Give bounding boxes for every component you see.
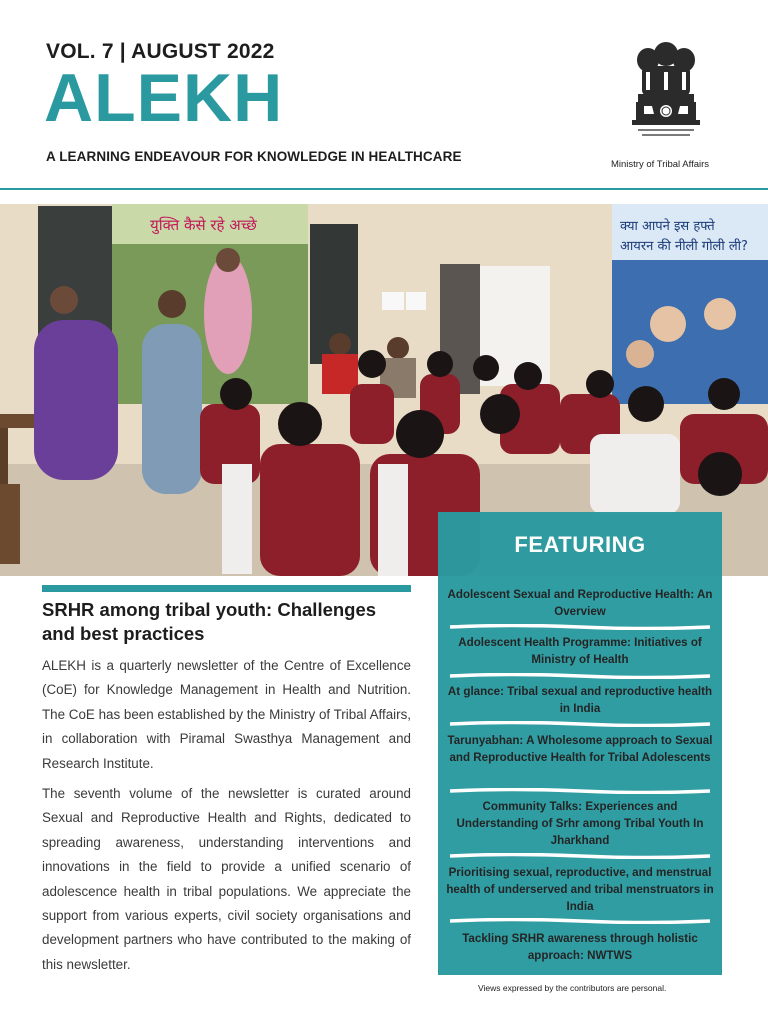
article-body <box>42 654 411 983</box>
featured-article-link[interactable]: Prioritising sexual, reproductive, and menstrual health of underserved and tribal menstruators in India <box>446 866 714 913</box>
poster-right-text-1: क्या आपने इस हफ्ते <box>620 219 715 234</box>
featured-article-link[interactable]: Adolescent Health Programme: Initiatives of Ministry of Health <box>458 636 702 666</box>
brush-divider <box>448 721 712 727</box>
brush-divider <box>448 673 712 679</box>
article-accent-bar <box>42 585 411 592</box>
poster-left-text: युक्ति कैसे रहे अच्छे <box>150 216 257 234</box>
header-divider <box>0 188 768 190</box>
featured-article-link[interactable]: Tarunyabhan: A Wholesome approach to Sexual and Reproductive Health for Tribal Adolescents <box>447 734 713 764</box>
featured-article-link[interactable]: Community Talks: Experiences and Understanding of Srhr among Tribal Youth In Jharkhand <box>456 800 704 847</box>
ministry-name: Ministry of Tribal Affairs <box>611 159 710 170</box>
featured-article-link[interactable]: At glance: Tribal sexual and reproductive health in India <box>447 685 713 715</box>
brush-divider <box>448 788 712 794</box>
article-title: SRHR among tribal youth: Challenges and best practices <box>42 599 377 644</box>
article-paragraph: The seventh volume of the newsletter is curated around Sexual and Reproductive Health and Rights, dedicated to spreading awareness, understanding interventions and innovations in the field to provide a unified scenario of adolescence health in tribal populations. We appreciate the support from various experts, civil society organisations and development partners who have contributed to the making of this newsletter. <box>42 786 411 972</box>
featured-article-link[interactable]: Adolescent Sexual and Reproductive Health: An Overview <box>447 588 713 618</box>
article-paragraph: ALEKH is a quarterly newsletter of the Centre of Excellence (CoE) for Knowledge Management in Health and Nutrition. The CoE has been established by the Ministry of Tribal Affairs, in collaboration with Piramal Swasthya Management and Research Institute. <box>42 658 411 771</box>
newsletter-tagline: A LEARNING ENDEAVOUR FOR KNOWLEDGE IN HEALTHCARE <box>46 149 462 164</box>
featuring-heading: FEATURING <box>438 512 722 576</box>
disclaimer-note: Views expressed by the contributors are personal. <box>478 983 667 993</box>
brush-divider <box>448 918 712 924</box>
national-emblem-icon <box>628 36 704 152</box>
featuring-panel <box>438 512 722 975</box>
brush-divider <box>448 624 712 630</box>
volume-date: VOL. 7 | AUGUST 2022 <box>46 40 275 63</box>
brush-divider <box>448 853 712 859</box>
newsletter-title: ALEKH <box>44 60 284 136</box>
poster-right-text-2: आयरन की नीली गोली ली? <box>620 239 748 254</box>
featured-article-link[interactable]: Tackling SRHR awareness through holistic approach: NWTWS <box>462 932 698 962</box>
